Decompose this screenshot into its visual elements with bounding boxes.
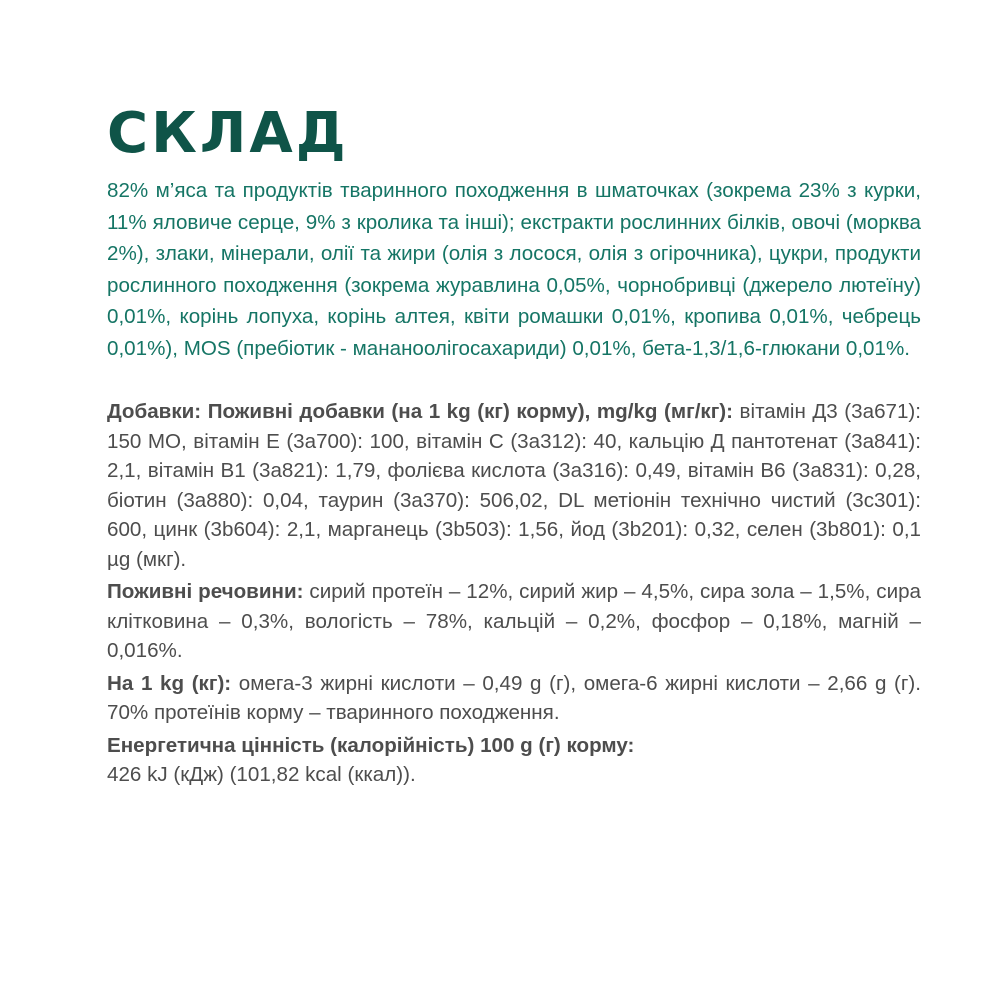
nutrients-paragraph [107,577,921,666]
additives-text: вітамін Д3 (3a671): 150 МО, вітамін Е (3a700): 100, вітамін С (3a312): 40, кальцію Д пантотенат (3a841): 2,1, вітамін В1 (3a821): 1,79, фолієва кислота (3a316): 0,49, вітамін В6 (3a831): 0,28, біотин (3a880): 0,04, таурин (3a370): 506,02, DL метіонін технічно чистий (3c301): 600, цинк (3b604): 2,1, марганець (3b503): 1,56, йод (3b201): 0,32, селен (3b801): 0,1 µg (мкг). [107,400,922,571]
details-section [107,397,921,790]
additives-paragraph [107,397,921,574]
per-kg-label: На 1 kg (кг): [107,671,232,695]
per-kg-text: омега-3 жирні кислоти – 0,49 g (г), омега-6 жирні кислоти – 2,66 g (г). 70% протеїнів корму – тваринного походження. [107,671,922,724]
page-title: СКЛАД [107,101,349,166]
nutrients-label: Поживні речовини: [107,580,304,603]
energy-label: Енергетична цінність (калорійність) 100 g (г) корму: [107,733,635,757]
energy-text: 426 kJ (кДж) (101,82 kcal (ккал)). [107,763,416,786]
energy-paragraph [107,731,921,790]
additives-label: Добавки: Поживні добавки (на 1 kg (кг) корму), mg/kg (мг/кг): [107,400,734,423]
composition-text: 82% м’яса та продуктів тваринного походження в шматочках (зокрема 23% з курки, 11% яловиче серце, 9% з кролика та інші); екстракти рослинних білків, овочі (морква 2%), злаки, мінерали, олії та жири (олія з лосося, олія з огірочника), цукри, продукти рослинного походження (зокрема журавлина 0,05%, чорнобривці (джерело лютеїну) 0,01%, корінь лопуха, корінь алтея, квіти ромашки 0,01%, кропива 0,01%, чебрець 0,01%), MOS (пребіотик - мананоолігосахариди) 0,01%, бета-1,3/1,6-глюкани 0,01%. [107,179,921,360]
per-kg-paragraph [107,669,921,728]
nutrients-text: сирий протеїн – 12%, сирий жир – 4,5%, сира зола – 1,5%, сира клітковина – 0,3%, вологість – 78%, кальцій – 0,2%, фосфор – 0,18%, магній – 0,016%. [107,580,921,662]
